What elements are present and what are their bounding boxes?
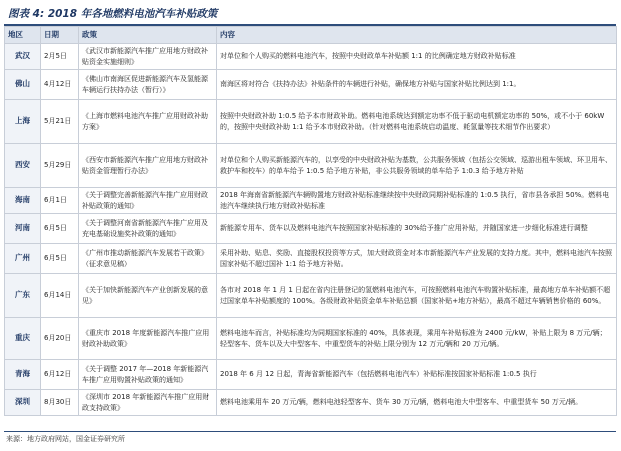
cell-date: 6月12日 (41, 360, 79, 390)
cell-region: 重庆 (5, 318, 41, 360)
cell-date: 6月14日 (41, 274, 79, 318)
cell-policy: 《关于调整完善新能源汽车推广应用财政补贴政策的通知》 (79, 188, 217, 214)
cell-content: 新能源专用车、货车以及燃料电池汽车按照国家补贴标准的 30%给予推广应用补贴，并随国家进一步细化标准进行调整 (217, 214, 617, 244)
cell-policy: 《关于加快新能源汽车产业创新发展的意见》 (79, 274, 217, 318)
header-region: 地区 (5, 27, 41, 44)
table-caption: 图表 4: 2018 年各地燃料电池汽车补贴政策 (8, 8, 218, 20)
cell-region: 广州 (5, 244, 41, 274)
cell-policy: 《佛山市南海区促进新能源汽车及氢能源车辆运行扶持办法（暂行）》 (79, 70, 217, 100)
cell-policy: 《西安市新能源汽车推广应用地方财政补贴资金管理暂行办法》 (79, 144, 217, 188)
table-header-row (5, 27, 617, 44)
cell-date: 6月20日 (41, 318, 79, 360)
cell-policy: 《广州市推动新能源汽车发展若干政策》（征求意见稿） (79, 244, 217, 274)
header-content: 内容 (217, 27, 617, 44)
cell-policy: 《武汉市新能源汽车推广应用地方财政补贴资金实施细则》 (79, 44, 217, 70)
table-row (5, 70, 617, 100)
cell-content: 对单位和个人购买新能源汽车的，以享受的中央财政补贴为基数，公共服务领域（包括公交领域、巡游出租车领域、环卫用车、救护车和校车）的单车给予 1:0.5 给予地方补贴，非公共服务领域的单车给予 1:0.3 给予地方补贴 (217, 144, 617, 188)
cell-date: 5月21日 (41, 100, 79, 144)
table-body (5, 44, 617, 416)
cell-content: 2018 年海南省新能源汽车辆购置地方财政补贴标准继续按中央财政同期补贴标准的 1:0.5 执行，省市县各承担 50%。燃料电池汽车继续执行地方财政补贴标准 (217, 188, 617, 214)
cell-date: 6月5日 (41, 214, 79, 244)
cell-date: 5月29日 (41, 144, 79, 188)
cell-region: 青海 (5, 360, 41, 390)
cell-date: 8月30日 (41, 390, 79, 416)
cell-content: 燃料电池车而言，补贴标准均为同期国家标准的 40%，具体表现，乘用车补贴标准为 2400 元/kW，补贴上限为 8 万元/辆；轻型客车、货车以及大中型客车、中重型货车的补贴上限分别为 12 万元/辆和 20 万元/辆。 (217, 318, 617, 360)
cell-content: 燃料电池乘用车 20 万元/辆，燃料电池轻型客车、货车 30 万元/辆，燃料电池大中型客车、中重型货车 50 万元/辆。 (217, 390, 617, 416)
table-row (5, 100, 617, 144)
cell-content: 采用补助、贴息、奖励、直接股权投资等方式，加大财政资金对本市新能源汽车产业发展的支持力度。其中，燃料电池汽车按照国家补贴不超过国补 1:1 给予地方补贴。 (217, 244, 617, 274)
cell-policy: 《重庆市 2018 年度新能源汽车推广应用财政补助政策》 (79, 318, 217, 360)
cell-policy: 《深圳市 2018 年新能源汽车推广应用财政支持政策》 (79, 390, 217, 416)
cell-region: 佛山 (5, 70, 41, 100)
table-row (5, 144, 617, 188)
table-row (5, 274, 617, 318)
cell-content: 对单位和个人购买的燃料电池汽车，按照中央财政单车补贴额 1:1 的比例确定地方财政补贴标准 (217, 44, 617, 70)
table-row (5, 188, 617, 214)
cell-date: 4月12日 (41, 70, 79, 100)
cell-region: 西安 (5, 144, 41, 188)
cell-date: 2月5日 (41, 44, 79, 70)
table-row (5, 244, 617, 274)
header-policy: 政策 (79, 27, 217, 44)
cell-content: 南海区将对符合《扶持办法》补贴条件的车辆进行补贴，确保地方补贴与国家补贴比例达到 1:1。 (217, 70, 617, 100)
table-row (5, 44, 617, 70)
bottom-rule (4, 431, 616, 432)
cell-policy: 《关于调整 2017 年—2018 年新能源汽车推广应用购置补贴政策的通知》 (79, 360, 217, 390)
cell-content: 按照中央财政补助 1:0.5 给予本市财政补助。燃料电池系统达到额定功率不低于驱动电机额定功率的 50%，或不小于 60kW 的，按照中央财政补助 1:1 给予本市财政补助。（针对燃料电池系统启动温度、耗氢量等技术细节作出要求） (217, 100, 617, 144)
cell-policy: 《上海市燃料电池汽车推广应用财政补助方案》 (79, 100, 217, 144)
cell-date: 6月1日 (41, 188, 79, 214)
cell-policy: 《关于调整河南省新能源汽车推广应用及充电基础设施奖补政策的通知》 (79, 214, 217, 244)
header-date: 日期 (41, 27, 79, 44)
table-row (5, 318, 617, 360)
cell-content: 2018 年 6 月 12 日起，青海省新能源汽车（包括燃料电池汽车）补贴标准按国家补贴标准 1:0.5 执行 (217, 360, 617, 390)
cell-region: 河南 (5, 214, 41, 244)
policy-table (4, 26, 617, 416)
cell-content: 各市对 2018 年 1 月 1 日起在省内注册登记的氢燃料电池汽车，可按照燃料电池汽车购置补贴标准，最高地方单车补贴额不超过国家单车补贴额度的 100%。各级财政补贴资金单车补贴总额（国家补贴+地方补贴），最高不超过车辆销售价格的 60%。 (217, 274, 617, 318)
table-row (5, 214, 617, 244)
source-note: 来源：地方政府网站，国金证券研究所 (6, 435, 125, 443)
cell-date: 6月5日 (41, 244, 79, 274)
cell-region: 海南 (5, 188, 41, 214)
cell-region: 上海 (5, 100, 41, 144)
cell-region: 广东 (5, 274, 41, 318)
table-row (5, 360, 617, 390)
cell-region: 深圳 (5, 390, 41, 416)
table-row (5, 390, 617, 416)
cell-region: 武汉 (5, 44, 41, 70)
